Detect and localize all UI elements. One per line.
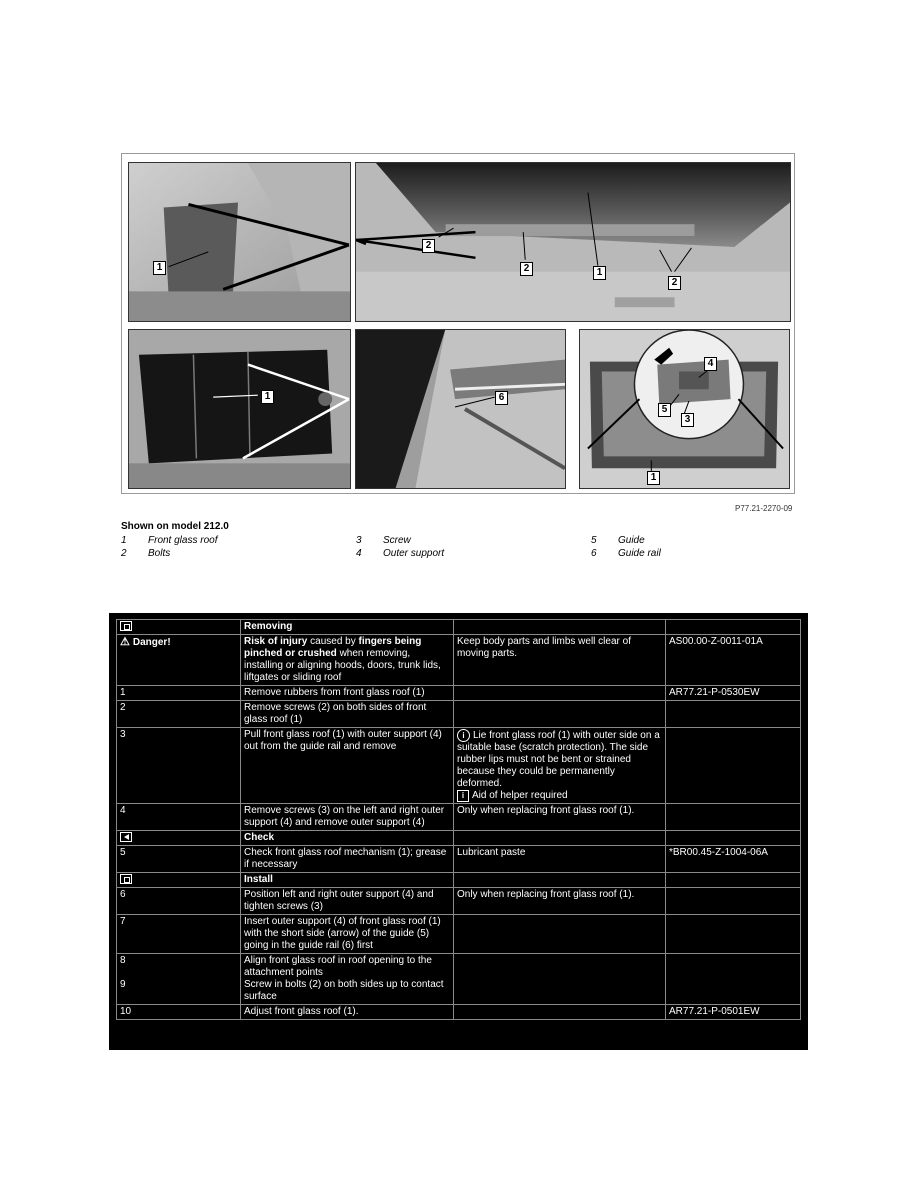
legend-label: Bolts	[148, 548, 171, 559]
step-note	[454, 686, 666, 701]
step-ref	[666, 915, 801, 954]
step-number-cell	[117, 954, 241, 1005]
danger-text: caused by	[307, 636, 359, 647]
callout-1: 1	[593, 266, 606, 280]
step-note: Lie front glass roof (1) with outer side on a suitable base (scratch protection). The side rubber lips must not be bent or strained because they could be permanently deformed.	[457, 730, 660, 789]
figure-id: P77.21-2270-09	[735, 504, 793, 513]
step-text: Align front glass roof in roof opening to the attachment points	[244, 955, 432, 978]
step-text: Remove screws (2) on both sides of front glass roof (1)	[241, 701, 454, 728]
legend-item	[591, 535, 645, 546]
step-text: Pull front glass roof (1) with outer support (4) out from the guide rail and remove	[241, 728, 454, 804]
danger-row	[117, 635, 801, 686]
step-text: Position left and right outer support (4) and tighten screws (3)	[241, 888, 454, 915]
callout-4: 4	[704, 357, 717, 371]
legend-item	[591, 548, 661, 559]
step-ref	[666, 728, 801, 804]
step-number: 3	[117, 728, 241, 804]
step-note: Lubricant paste	[454, 846, 666, 873]
step-row	[117, 1005, 801, 1020]
photo-glass-roof-removed	[579, 329, 790, 489]
step-row	[117, 728, 801, 804]
step-number: 9	[120, 979, 126, 990]
info-circle-icon: i	[457, 729, 470, 742]
step-row	[117, 888, 801, 915]
car-roof-image	[129, 330, 350, 488]
step-number: 2	[117, 701, 241, 728]
step-note	[454, 915, 666, 954]
callout-1: 1	[647, 471, 660, 485]
info-box-icon: i	[457, 790, 469, 802]
photo-interior-headliner	[128, 162, 351, 322]
photo-sunroof-closeup	[355, 162, 791, 322]
section-title: Removing	[241, 620, 454, 635]
danger-text: Risk of injury	[244, 636, 308, 647]
danger-note: Keep body parts and limbs well clear of moving parts.	[454, 635, 666, 686]
legend-item	[121, 535, 217, 546]
step-text: Adjust front glass roof (1).	[241, 1005, 454, 1020]
legend-num: 2	[121, 548, 127, 559]
callout-1: 1	[261, 390, 274, 404]
check-icon	[120, 832, 132, 842]
step-number: 6	[117, 888, 241, 915]
step-ref	[666, 701, 801, 728]
warning-triangle-icon: ⚠	[120, 636, 130, 648]
step-row	[117, 954, 801, 1005]
legend-title: Shown on model 212.0	[121, 521, 229, 532]
legend-label: Guide rail	[618, 548, 661, 559]
step-note	[454, 1005, 666, 1020]
step-number: 4	[117, 804, 241, 831]
step-text: Remove rubbers from front glass roof (1)	[241, 686, 454, 701]
section-header-removing	[117, 620, 801, 635]
section-title: Check	[241, 831, 454, 846]
photo-guide-rail	[355, 329, 566, 489]
step-ref	[666, 888, 801, 915]
step-ref: *BR00.45-Z-1004-06A	[666, 846, 801, 873]
callout-2: 2	[668, 276, 681, 290]
danger-ref: AS00.00-Z-0011-01A	[666, 635, 801, 686]
legend-item	[356, 535, 411, 546]
interior-headliner-image	[129, 163, 350, 321]
step-row	[117, 804, 801, 831]
legend-item	[356, 548, 444, 559]
legend-num: 4	[356, 548, 362, 559]
legend-item	[121, 548, 170, 559]
legend-label: Outer support	[383, 548, 445, 559]
photo-car-roof-top	[128, 329, 351, 489]
removing-icon	[120, 621, 132, 631]
callout-2: 2	[520, 262, 533, 276]
step-row	[117, 846, 801, 873]
glass-roof-removed-image	[580, 330, 789, 488]
step-text: Remove screws (3) on the left and right outer support (4) and remove outer support (4)	[241, 804, 454, 831]
section-title: Install	[241, 873, 454, 888]
step-number: 10	[117, 1005, 241, 1020]
step-note: Aid of helper required	[472, 790, 568, 801]
legend-label: Screw	[383, 535, 411, 546]
legend-num: 5	[591, 535, 597, 546]
figure-frame	[121, 153, 795, 494]
callout-1: 1	[153, 261, 166, 275]
step-ref	[666, 804, 801, 831]
callout-6: 6	[495, 391, 508, 405]
step-ref: AR77.21-P-0530EW	[666, 686, 801, 701]
step-note: Only when replacing front glass roof (1).	[454, 804, 666, 831]
step-row	[117, 686, 801, 701]
step-text: Check front glass roof mechanism (1); grease if necessary	[241, 846, 454, 873]
step-number: 8	[120, 955, 126, 966]
danger-label: Danger!	[132, 637, 171, 648]
step-note-cell	[454, 728, 666, 804]
step-row	[117, 915, 801, 954]
danger-text: when removing, installing or aligning hoods, doors, trunk lids, liftgates or sliding roof	[244, 648, 441, 683]
step-row	[117, 701, 801, 728]
step-text: Screw in bolts (2) on both sides up to contact surface	[244, 979, 444, 1002]
section-header-install	[117, 873, 801, 888]
step-ref: AR77.21-P-0501EW	[666, 1005, 801, 1020]
legend-label: Guide	[618, 535, 645, 546]
step-text-cell	[241, 954, 454, 1005]
guide-rail-image	[356, 330, 565, 488]
legend-num: 3	[356, 535, 362, 546]
step-text: Insert outer support (4) of front glass roof (1) with the short side (arrow) of the guide (5) going in the guide rail (6) first	[241, 915, 454, 954]
section-header-check	[117, 831, 801, 846]
step-note: Only when replacing front glass roof (1).	[454, 888, 666, 915]
step-note	[454, 701, 666, 728]
danger-text: fingers being pinched or crushed	[244, 636, 422, 659]
legend-num: 6	[591, 548, 597, 559]
step-number: 7	[117, 915, 241, 954]
install-icon	[120, 874, 132, 884]
callout-3: 3	[681, 413, 694, 427]
procedure-table	[109, 613, 808, 1050]
legend-label: Front glass roof	[148, 535, 218, 546]
step-number: 5	[117, 846, 241, 873]
callout-2: 2	[422, 239, 435, 253]
step-number: 1	[117, 686, 241, 701]
legend-num: 1	[121, 535, 127, 546]
callout-5: 5	[658, 403, 671, 417]
